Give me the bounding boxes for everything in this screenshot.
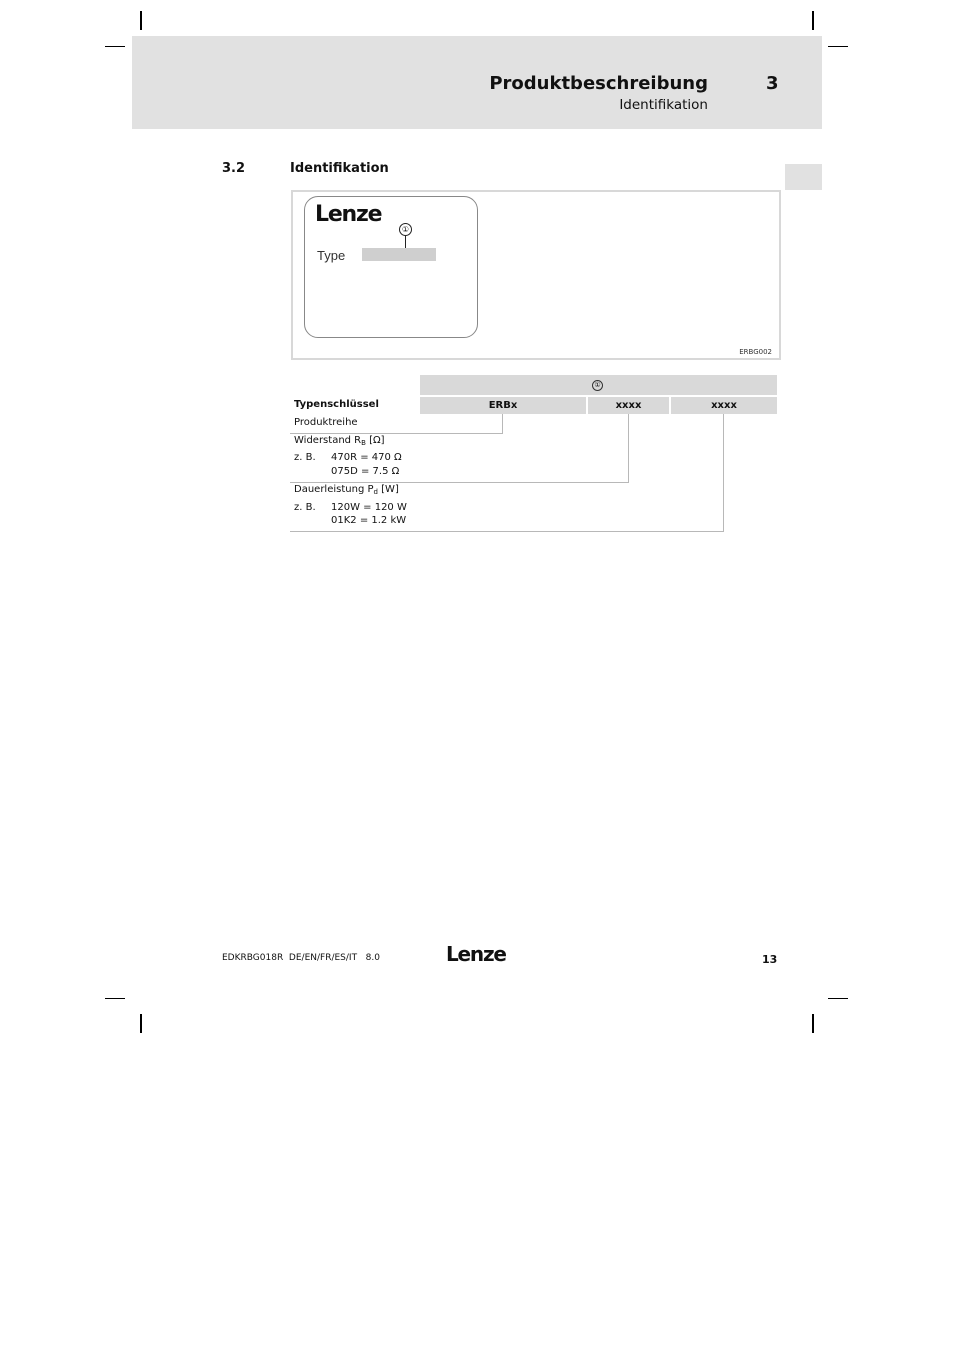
figure-code: ERBG002	[739, 348, 772, 356]
type-key-column-power: xxxx	[671, 397, 777, 414]
type-label: Type	[317, 248, 346, 263]
header-band	[132, 36, 822, 129]
power-example-2: 01K2 = 1.2 kW	[331, 515, 407, 526]
nameplate	[304, 196, 478, 338]
crop-mark-bottom-right	[812, 1014, 814, 1033]
power-example-prefix: z. B.	[294, 502, 316, 513]
lenze-logo: Lenze	[315, 202, 382, 227]
type-key-column-resistance: xxxx	[588, 397, 669, 414]
chapter-number: 3	[766, 73, 779, 94]
power-underline	[290, 531, 723, 532]
product-series-connector	[502, 414, 503, 434]
type-field	[362, 248, 436, 261]
chapter-subtitle: Identifikation	[619, 97, 708, 113]
nameplate-figure	[291, 190, 781, 360]
page-number: 13	[762, 953, 778, 966]
resistance-connector	[628, 414, 629, 483]
callout-marker-icon: ①	[399, 223, 412, 236]
crop-mark-bottom-left	[140, 1014, 142, 1033]
crop-mark-bottom-right-horizontal	[828, 998, 848, 999]
chapter-side-tab	[785, 164, 822, 190]
crop-mark-top-right-horizontal	[828, 46, 848, 47]
resistance-label: Widerstand $R_B$ [Ω]	[294, 435, 385, 447]
type-key-title: Typenschlüssel	[294, 399, 379, 410]
section-title: Identifikation	[290, 161, 389, 176]
footer-lenze-logo: Lenze	[446, 942, 506, 966]
callout-leader-line	[405, 236, 406, 248]
power-label: Dauerleistung $P_d$ [W]	[294, 484, 399, 496]
crop-mark-top-left-horizontal	[105, 46, 125, 47]
section-number: 3.2	[222, 161, 246, 176]
resistance-example-1: 470R = 470 Ω	[331, 452, 402, 463]
chapter-title: Produktbeschreibung	[489, 73, 708, 94]
power-connector	[723, 414, 724, 532]
power-example-1: 120W = 120 W	[331, 502, 407, 513]
type-key-column-series: ERBx	[420, 397, 586, 414]
crop-mark-top-left	[140, 11, 142, 30]
resistance-example-2: 075D = 7.5 Ω	[331, 466, 400, 477]
callout-marker-icon: ①	[592, 380, 603, 391]
type-key-marker-band	[420, 375, 777, 395]
crop-mark-bottom-left-horizontal	[105, 998, 125, 999]
resistance-underline	[290, 482, 628, 483]
document-id: EDKRBG018R DE/EN/FR/ES/IT 8.0	[222, 953, 380, 963]
resistance-example-prefix: z. B.	[294, 452, 316, 463]
product-series-label: Produktreihe	[294, 417, 358, 428]
crop-mark-top-right	[812, 11, 814, 30]
product-series-underline	[290, 433, 502, 434]
